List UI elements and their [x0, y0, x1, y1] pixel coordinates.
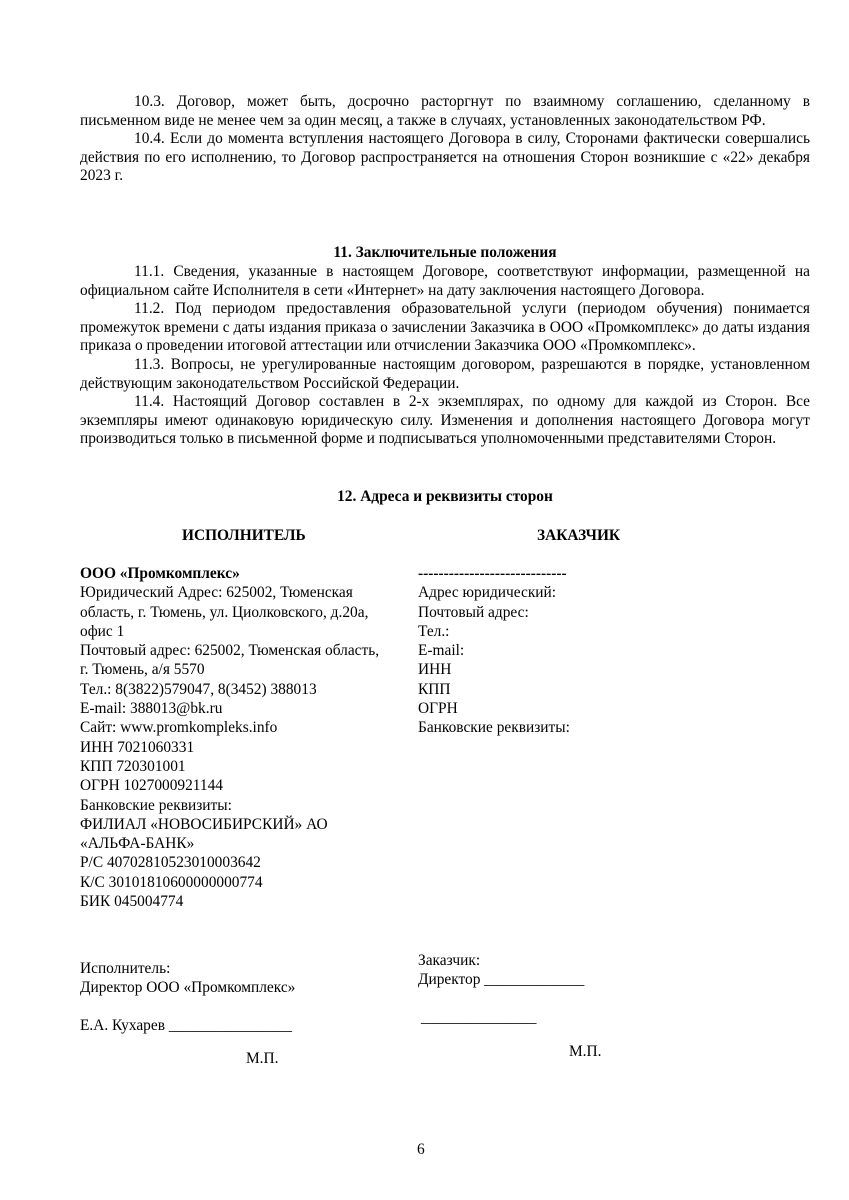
executor-line: ИНН 7021060331	[80, 738, 195, 756]
customer-line: ОГРН	[418, 700, 458, 718]
executor-name: ООО «Промкомплекс»	[80, 565, 240, 582]
executor-role: Исполнитель:	[80, 960, 171, 977]
executor-line: «АЛЬФА-БАНК»	[80, 835, 195, 853]
customer-line: E-mail:	[418, 642, 465, 660]
clause-11-1: 11.1. Сведения, указанные в настоящем Договоре, соответствуют информации, размещенной на официальном сайте Исполнителя в сети «Интернет» на дату заключения настоящего Договора.	[80, 263, 810, 299]
customer-heading: ЗАКАЗЧИК	[537, 527, 621, 544]
page-number: 6	[417, 1141, 425, 1158]
customer-name: -----------------------------	[418, 565, 567, 582]
executor-line: Юридический Адрес: 625002, Тюменская	[80, 584, 353, 602]
executor-stamp: М.П.	[246, 1050, 279, 1067]
customer-title: Директор _____________	[418, 971, 585, 988]
executor-line: Тел.: 8(3822)579047, 8(3452) 388013	[80, 680, 317, 698]
executor-signature-line: Е.А. Кухарев ________________	[80, 1017, 292, 1034]
customer-stamp: М.П.	[569, 1043, 602, 1060]
executor-details	[80, 564, 379, 911]
clause-11-4: 11.4. Настоящий Договор составлен в 2-х экземплярах, по одному для каждой из Сторон. Все экземпляры имеют одинаковую юридическую силу. Изменения и дополнения настоящего Договора могут производиться только в письменной форме и подписываться уполномоченными представителями Сторон.	[80, 393, 810, 448]
customer-signature-line: _______________	[421, 1009, 537, 1026]
executor-line: ОГРН 1027000921144	[80, 777, 224, 795]
executor-line: БИК 045004774	[80, 893, 184, 911]
executor-line: Почтовый адрес: 625002, Тюменская область,	[80, 642, 380, 660]
section-11-title: 11. Заключительные положения	[333, 244, 557, 261]
clause-11-2: 11.2. Под периодом предоставления образовательной услуги (периодом обучения) понимается промежуток времени с даты издания приказа о зачислении Заказчика в ООО «Промкомплекс» до даты издания приказа о проведении итоговой аттестации или отчислении Заказчика ООО «Промкомплекс».	[80, 300, 810, 355]
executor-line: Сайт: www.promkompleks.info	[80, 719, 278, 737]
customer-line: Почтовый адрес:	[418, 603, 529, 621]
executor-line: Р/С 40702810523010003642	[80, 854, 261, 872]
section-10-text	[80, 93, 810, 186]
section-11-text	[80, 263, 810, 449]
executor-line: ФИЛИАЛ «НОВОСИБИРСКИЙ» АО	[80, 815, 328, 833]
executor-line: область, г. Тюмень, ул. Циолковского, д.20а,	[80, 603, 369, 621]
customer-line: Тел.:	[418, 622, 450, 640]
executor-line: г. Тюмень, а/я 5570	[80, 661, 205, 679]
executor-line: Банковские реквизиты:	[80, 796, 232, 814]
executor-heading: ИСПОЛНИТЕЛЬ	[182, 527, 306, 544]
executor-line: КПП 720301001	[80, 757, 186, 775]
executor-line: К/С 30101810600000000774	[80, 873, 263, 891]
customer-line: Адрес юридический:	[418, 584, 557, 602]
clause-10-4: 10.4. Если до момента вступления настоящего Договора в силу, Сторонами фактически совершались действия по его исполнению, то Договор распространяется на отношения Сторон возникшие с «22» декабря 2023 г.	[80, 130, 810, 185]
customer-details	[418, 564, 570, 738]
clause-11-3: 11.3. Вопросы, не урегулированные настоящим договором, разрешаются в порядке, установленном действующим законодательством Российской Федерации.	[80, 355, 810, 392]
customer-role: Заказчик:	[418, 952, 481, 969]
customer-line: ИНН	[418, 661, 452, 679]
clause-10-3: 10.3. Договор, может быть, досрочно расторгнут по взаимному соглашению, сделанному в письменном виде не менее чем за один месяц, а также в случаях, установленных законодательством РФ.	[80, 93, 810, 129]
customer-line: Банковские реквизиты:	[418, 719, 570, 737]
executor-line: офис 1	[80, 622, 125, 640]
executor-line: E-mail: 388013@bk.ru	[80, 700, 223, 718]
section-12-title: 12. Адреса и реквизиты сторон	[337, 488, 553, 505]
executor-title: Директор ООО «Промкомплекс»	[80, 979, 296, 996]
customer-line: КПП	[418, 680, 451, 698]
